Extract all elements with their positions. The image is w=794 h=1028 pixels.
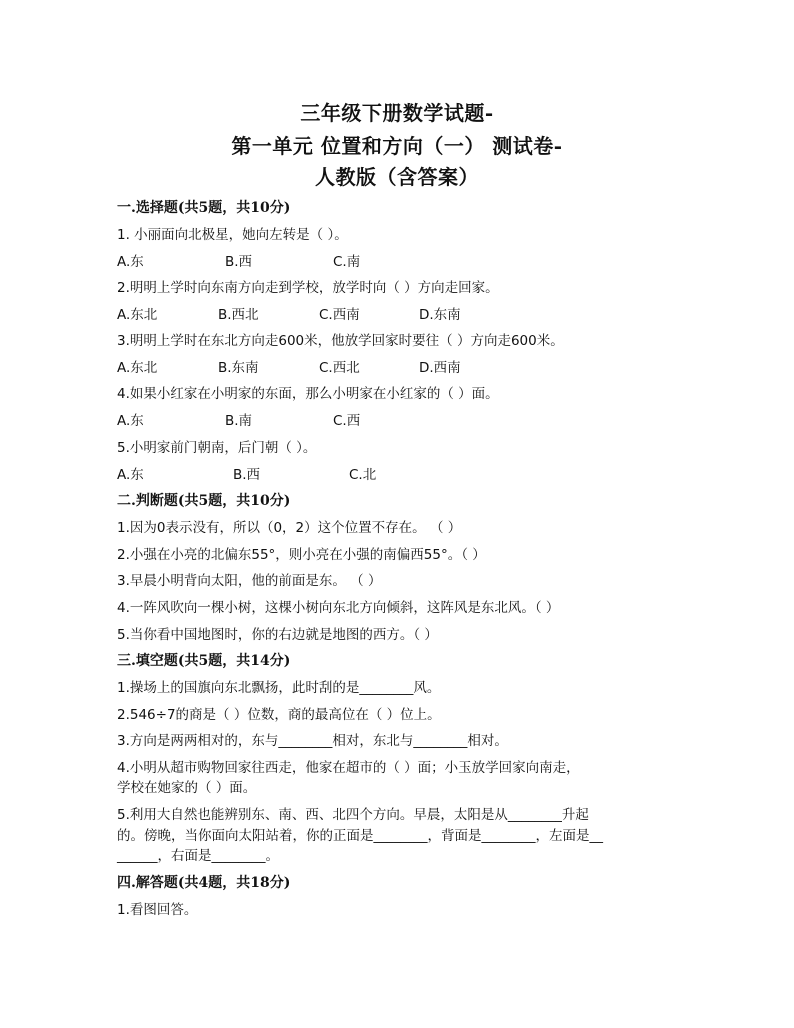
choice-q5-option-a: A.东 (117, 467, 144, 483)
choice-question-4: 4.如果小红家在小明家的东面，那么小明家在小红家的（ ）面。 (117, 386, 499, 402)
choice-q2-option-b: B.西北 (218, 307, 259, 323)
choice-question-2: 2.明明上学时向东南方向走到学校，放学时向（ ）方向走回家。 (117, 280, 499, 296)
choice-q5-option-c: C.北 (349, 467, 377, 483)
section-heading-judgement: 二.判断题(共5题，共10分) (117, 493, 291, 509)
answer-question-1: 1.看图回答。 (117, 902, 198, 918)
choice-q1-option-a: A.东 (117, 254, 144, 270)
fill-question-4-line-2: 学校在她家的（ ）面。 (117, 780, 257, 796)
section-heading-answer: 四.解答题(共4题，共18分) (117, 875, 291, 891)
choice-q2-option-c: C.西南 (319, 307, 360, 323)
judgement-question-3: 3.早晨小明背向太阳，他的前面是东。 （ ） (117, 573, 382, 589)
judgement-question-4: 4.一阵风吹向一棵小树，这棵小树向东北方向倾斜，这阵风是东北风。（ ） (117, 600, 560, 616)
choice-q2-option-a: A.东北 (117, 307, 158, 323)
choice-q5-option-b: B.西 (233, 467, 261, 483)
choice-q1-option-c: C.南 (333, 254, 361, 270)
choice-q4-option-c: C.西 (333, 413, 361, 429)
exam-title-line-2: 第一单元 位置和方向（一） 测试卷- (231, 134, 563, 158)
choice-question-3: 3.明明上学时在东北方向走600米，他放学回家时要往（ ）方向走600米。 (117, 333, 564, 349)
fill-question-3: 3.方向是两两相对的，东与________相对，东北与________相对。 (117, 733, 508, 749)
choice-q3-option-b: B.东南 (218, 360, 259, 376)
fill-question-1: 1.操场上的国旗向东北飘扬，此时刮的是________风。 (117, 680, 441, 696)
judgement-question-2: 2.小强在小亮的北偏东55°，则小亮在小强的南偏西55°。（ ） (117, 547, 486, 563)
fill-question-2: 2.546÷7的商是（ ）位数，商的最高位在（ ）位上。 (117, 707, 441, 723)
choice-q1-option-b: B.西 (225, 254, 253, 270)
fill-question-5-line-3: ______，右面是________。 (117, 848, 279, 864)
section-heading-choice: 一.选择题(共5题，共10分) (117, 200, 291, 216)
choice-q3-option-a: A.东北 (117, 360, 158, 376)
choice-question-5: 5.小明家前门朝南，后门朝（ ）。 (117, 440, 317, 456)
fill-question-5-line-2: 的。傍晚，当你面向太阳站着，你的正面是________，背面是________，左面是__ (117, 828, 603, 844)
judgement-question-1: 1.因为0表示没有，所以（0，2）这个位置不存在。 （ ） (117, 520, 462, 536)
choice-question-1: 1. 小丽面向北极星，她向左转是（ ）。 (117, 227, 348, 243)
exam-title-line-3: 人教版（含答案） (315, 165, 479, 189)
choice-q3-option-c: C.西北 (319, 360, 360, 376)
choice-q2-option-d: D.东南 (419, 307, 461, 323)
fill-question-4-line-1: 4.小明从超市购物回家往西走，他家在超市的（ ）面；小玉放学回家向南走， (117, 760, 580, 776)
judgement-question-5: 5.当你看中国地图时，你的右边就是地图的西方。（ ） (117, 627, 438, 643)
exam-title-line-1: 三年级下册数学试题- (300, 101, 494, 125)
choice-q4-option-a: A.东 (117, 413, 144, 429)
choice-q3-option-d: D.西南 (419, 360, 461, 376)
section-heading-fill-blank: 三.填空题(共5题，共14分) (117, 653, 291, 669)
choice-q4-option-b: B.南 (225, 413, 253, 429)
fill-question-5-line-1: 5.利用大自然也能辨别东、南、西、北四个方向。早晨，太阳是从________升起 (117, 807, 589, 823)
